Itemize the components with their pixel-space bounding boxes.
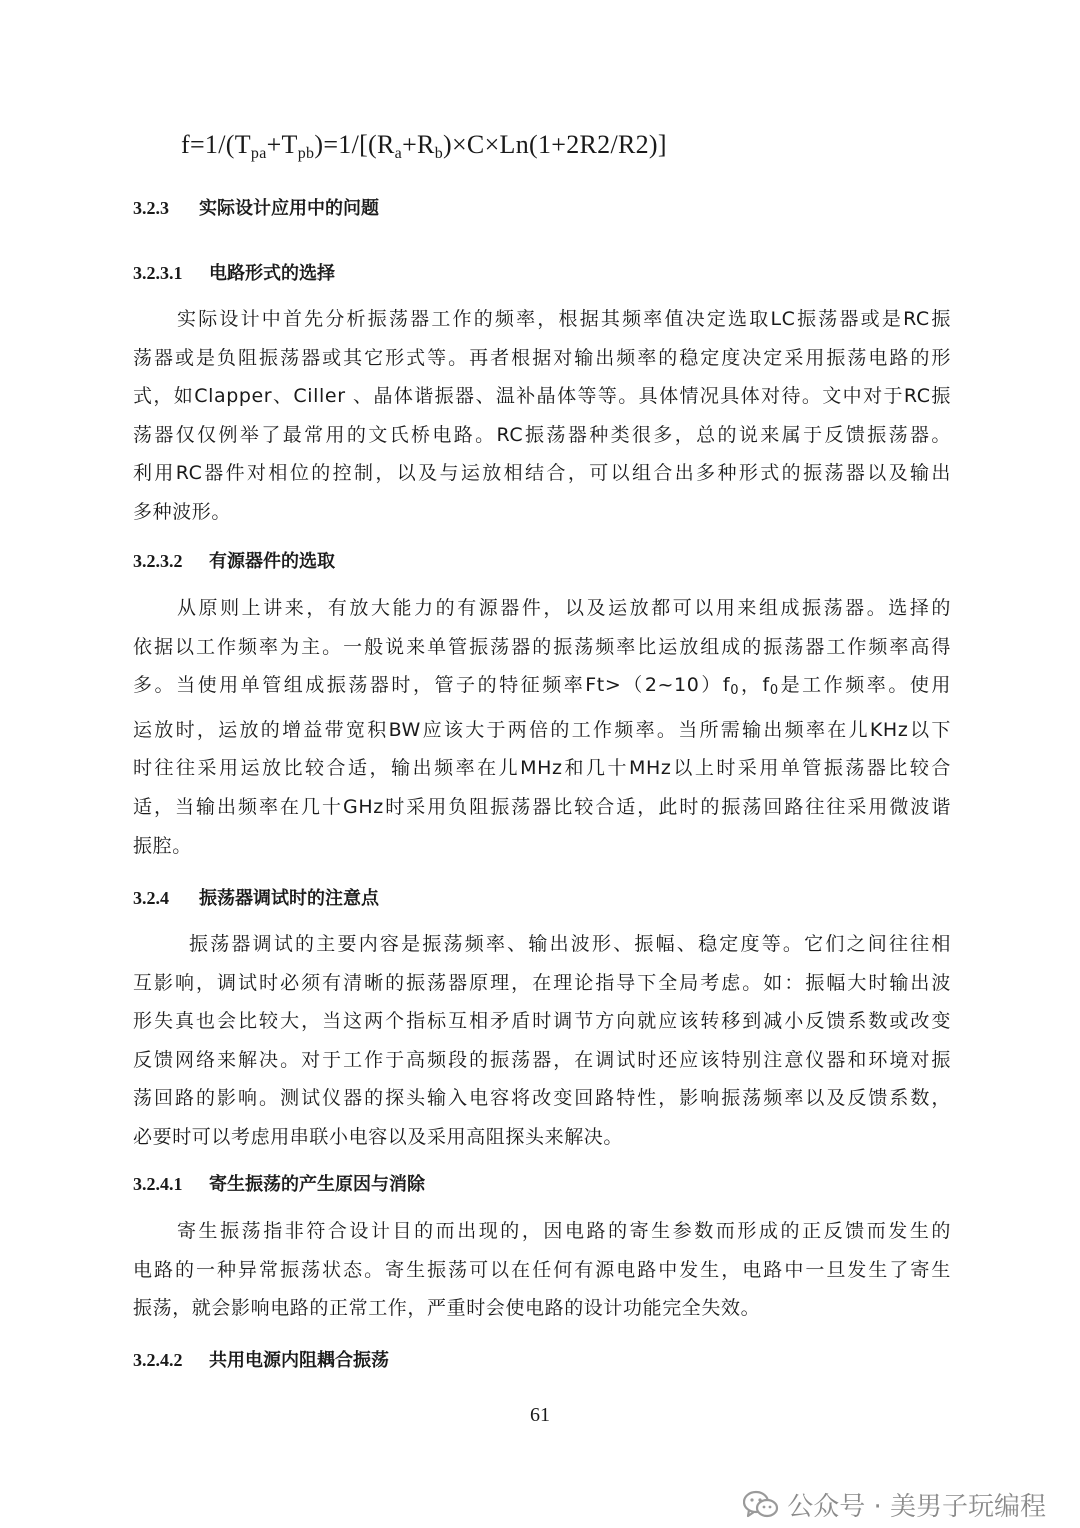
paragraph-circuit-form: 实际设计中首先分析振荡器工作的频率，根据其频率值决定选取LC振荡器或是RC振 荡器或是负阻振荡器或其它形式等。再者根据对输出频率的稳定度决定采用振荡电路的形 式，如Clapper、Ciller 、晶体谐振器、温补晶体等等。具体情况具体对待。文中对于RC振 荡器仅仅例举了最常用的文氏桥电路。RC振荡器种类很多，总的说来属于反馈振荡器。 利用RC器件对相位的控制，以及与运放相结合，可以组合出多种形式的振荡器以及输出 多种波形。 bbox=[133, 308, 951, 523]
watermark bbox=[743, 1486, 1046, 1523]
paragraph-debugging: 振荡器调试的主要内容是振荡频率、输出波形、振幅、稳定度等。它们之间往往相 互影响，调试时必须有清晰的振荡器原理，在理论指导下全局考虑。如：振幅大时输出波 形失真也会比较大，当这两个指标互相矛盾时调节方向就应该转移到减小反馈系数或改变 反馈网络来解决。对于工作于高频段的振荡器，在调试时还应该特别注意仪器和环境对振 荡回路的影响。测试仪器的探头输入电容将改变回路特性，影响振荡频率以及反馈系数， 必要时可以考虑用串联小电容以及采用高阻探头来解决。 bbox=[133, 933, 951, 1148]
line-with-subscripts: 多。当使用单管组成振荡器时，管子的特征频率$Ft>(2\sim 10)f_0$，$f_0$是工作频率。使用 bbox=[133, 674, 951, 699]
section-heading-3-2-3: 3.2.3 实际设计应用中的问题 bbox=[133, 198, 379, 219]
frequency-formula: $f=1/(T_{pa}+T_{pb})=1/[(R_a+R_b)\times C\times Ln(1+2R2/R2)]$ bbox=[181, 130, 667, 162]
section-heading-3-2-3-2: 3.2.3.2 有源器件的选取 bbox=[133, 551, 335, 572]
section-heading-3-2-4-2: 3.2.4.2 共用电源内阻耦合振荡 bbox=[133, 1350, 389, 1371]
section-heading-3-2-4-1: 3.2.4.1 寄生振荡的产生原因与消除 bbox=[133, 1174, 425, 1195]
page-number: 61 bbox=[530, 1404, 550, 1426]
paragraph-parasitic: 寄生振荡指非符合设计目的而出现的，因电路的寄生参数而形成的正反馈而发生的 电路的一种异常振荡状态。寄生振荡可以在任何有源电路中发生，电路中一旦发生了寄生 振荡，就会影响电路的正常工作，严重时会使电路的设计功能完全失效。 bbox=[133, 1220, 951, 1320]
wechat-icon bbox=[743, 1490, 779, 1520]
paragraph-active-device: 从原则上讲来，有放大能力的有源器件，以及运放都可以用来组成振荡器。选择的 依据以工作频率为主。一般说来单管振荡器的振荡频率比运放组成的振荡器工作频率高得 多。当使用单管组成振荡器时，管子的特征频率$Ft>(2\sim 10)f_0$，$f_0$是工作频率。使用 运放时，运放的增益带宽积BW应该大于两倍的工作频率。当所需输出频率在儿KHz以下 时往往采用运放比较合适，输出频率在儿MHz和几十MHz以上时采用单管振荡器比较合 适，当输出频率在几十GHz时采用负阻振荡器比较合适，此时的振荡回路往往采用微波谐 振腔。 bbox=[133, 597, 951, 857]
watermark-text: 公众号 · 美男子玩编程 bbox=[787, 1492, 1046, 1522]
section-heading-3-2-4: 3.2.4 振荡器调试时的注意点 bbox=[133, 888, 379, 909]
section-heading-3-2-3-1: 3.2.3.1 电路形式的选择 bbox=[133, 263, 335, 284]
